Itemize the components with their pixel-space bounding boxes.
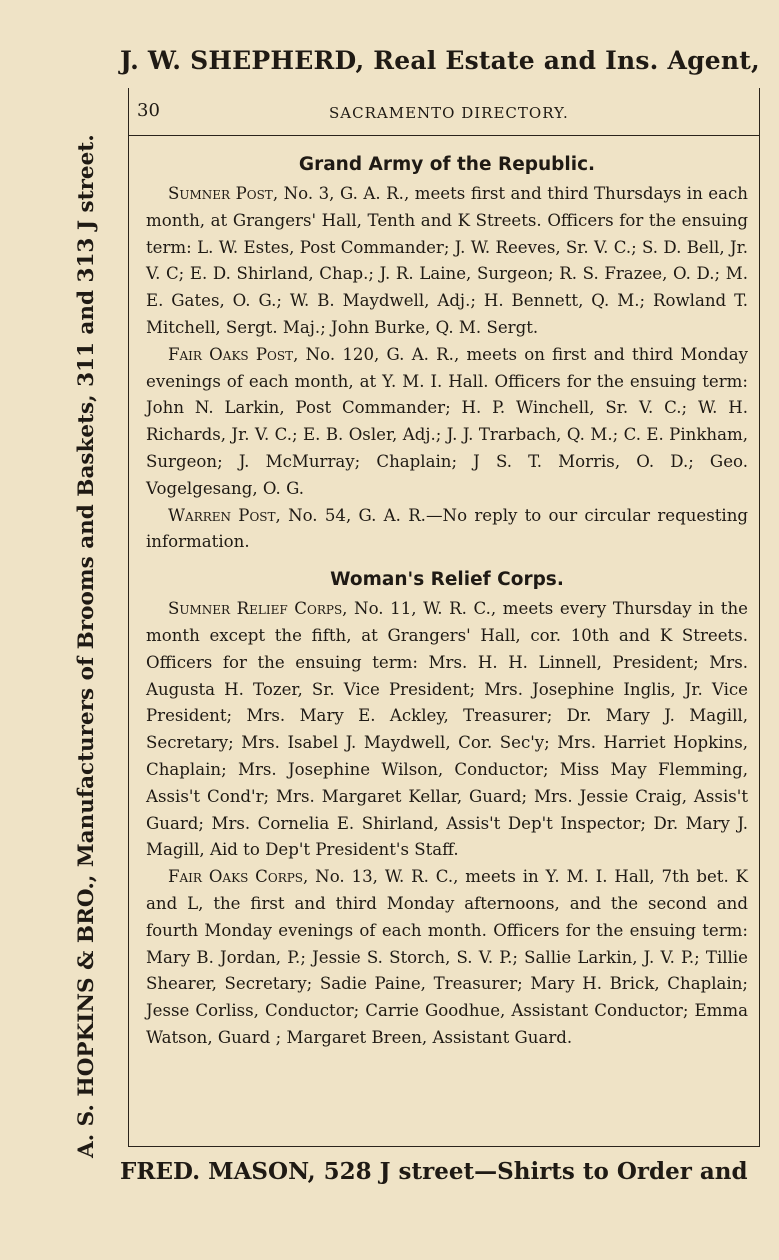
page-content bbox=[146, 154, 748, 1052]
entry-text: , No. 3, G. A. R., meets first and third Thursdays in each month, at Grangers' Hall, Tenth and K Streets. Officers for the ensuing term: L. W. Estes, Post Commander; J. W. Reeves, Sr. V. C.; S. D. Bell, Jr. V. C; E. D. Shirland, Chap.; J. R. Laine, Surgeon; R. S. Frazee, O. D.; M. E. Gates, O. G.; W. B. Maydwell, Adj.; H. Bennett, Q. M.; Rowland T. Mitchell, Sergt. Maj.; John Burke, Q. M. Sergt. bbox=[146, 184, 748, 337]
entry-fair-oaks-post bbox=[146, 342, 748, 503]
page-number: 30 bbox=[137, 100, 160, 121]
entry-lead: Fair Oaks Corps bbox=[168, 867, 304, 887]
bottom-advertisement: FRED. MASON, 528 J street—Shirts to Order and bbox=[120, 1158, 748, 1185]
entry-text: , No. 54, G. A. R.—No reply to our circular requesting information. bbox=[146, 505, 749, 552]
running-head: SACRAMENTO DIRECTORY. bbox=[329, 104, 569, 122]
entry-lead: Sumner Relief Corps bbox=[168, 599, 343, 619]
section-heading-wrc: Woman's Relief Corps. bbox=[330, 569, 564, 591]
header-rule bbox=[129, 135, 759, 136]
entry-text: , No. 13, W. R. C., meets in Y. M. I. Hall, 7th bet. K and L, the first and third Monday afternoons, and the second and fourth Monday evenings of each month. Officers for the ensuing term: Mary B. Jordan, P.; Jessie S. Storch, S. V. P.; Sallie Larkin, J. V. P.; Tillie Shearer, Secretary; Sadie Paine, Treasurer; Mary H. Brick, Chaplain; Jesse Corliss, Conductor; Carrie Goodhue, Assistant Conductor; Emma Watson, Guard ; Margaret Breen, Assistant Guard. bbox=[146, 867, 748, 1047]
top-advertisement: J. W. SHEPHERD, Real Estate and Ins. Agent, bbox=[120, 46, 760, 75]
entry-lead: Warren Post bbox=[168, 505, 276, 525]
entry-warren-post bbox=[146, 503, 748, 557]
entry-lead: Fair Oaks Post bbox=[168, 344, 294, 364]
entry-sumner-post bbox=[146, 181, 748, 342]
section-heading-gar: Grand Army of the Republic. bbox=[298, 154, 596, 175]
section-gap bbox=[146, 556, 748, 569]
page-frame bbox=[128, 88, 760, 1147]
entry-lead: Sumner Post bbox=[168, 184, 273, 203]
side-advertisement: A. S. HOPKINS & BRO., Manufacturers of Brooms and Baskets, 311 and 313 J street. bbox=[74, 134, 99, 1158]
entry-sumner-relief-corps bbox=[146, 596, 748, 864]
entry-text: , No. 11, W. R. C., meets every Thursday in the month except the fifth, at Grangers' Hall, cor. 10th and K Streets. Officers for the ensuing term: Mrs. H. H. Linnell, President; Mrs. Augusta H. Tozer, Sr. Vice President; Mrs. Josephine Inglis, Jr. Vice President; Mrs. Mary E. Ackley, Treasurer; Dr. Mary J. Magill, Secretary; Mrs. Isabel J. Maydwell, Cor. Sec'y; Mrs. Harriet Hopkins, Chaplain; Mrs. Josephine Wilson, Conductor; Miss May Flemming, Assis't Cond'r; Mrs. Margaret Kellar, Guard; Mrs. Jessie Craig, Assis't Guard; Mrs. Cornelia E. Shirland, Assis't Dep't Inspector; Dr. Mary J. Magill, Aid to Dep't President's Staff. bbox=[146, 599, 748, 860]
entry-fair-oaks-corps bbox=[146, 864, 748, 1052]
entry-text: , No. 120, G. A. R., meets on first and third Monday evenings of each month, at Y. M. I. Hall. Officers for the ensuing term: John N. Larkin, Post Commander; H. P. Winchell, Sr. V. C.; W. H. Richards, Jr. V. C.; E. B. Osler, Adj.; J. J. Trarbach, Q. M.; C. E. Pinkham, Surgeon; J. McMurray; Chaplain; J S. T. Morris, O. D.; Geo. Vogelgesang, O. G. bbox=[146, 344, 749, 498]
